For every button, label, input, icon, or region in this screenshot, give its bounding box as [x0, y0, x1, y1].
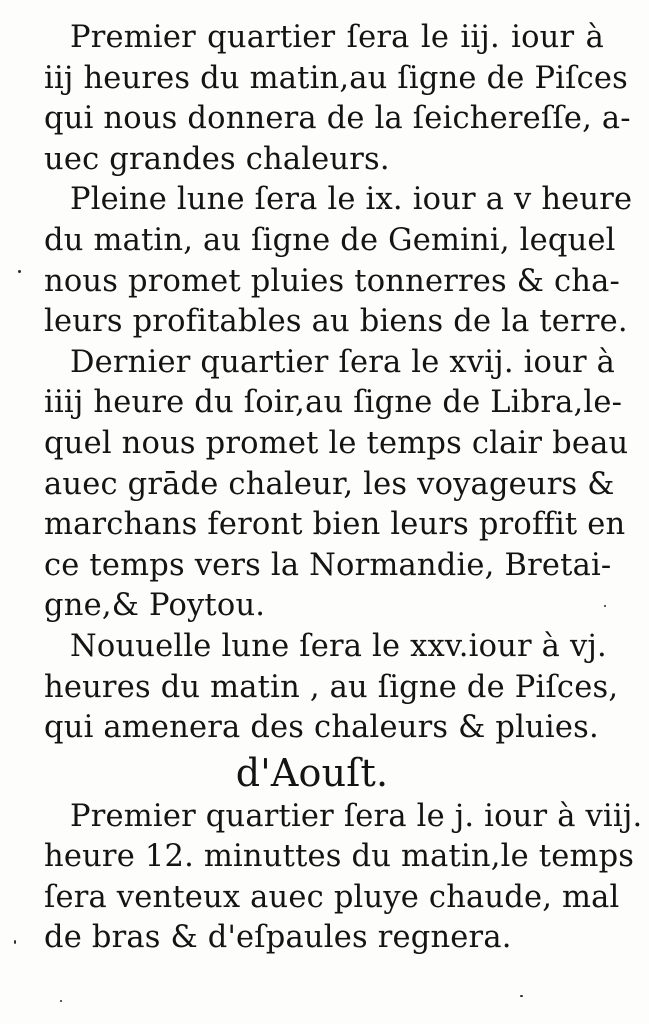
text-line: nous promet pluies tonnerres & cha-: [44, 263, 621, 299]
text-line: leurs profitables au biens de la terre.: [44, 304, 628, 340]
text-line: heures du matin , au ſigne de Piſces,: [44, 669, 619, 705]
ink-speck: [14, 940, 16, 944]
text-line: Pleine lune ſera le ix. iour a v heure: [70, 182, 633, 218]
ink-speck: [60, 1000, 62, 1002]
paragraph-full-moon: [44, 180, 633, 342]
ink-speck: [520, 995, 523, 997]
text-line: quel nous promet le temps clair beau: [44, 425, 629, 461]
text-line: du matin, au ſigne de Gemini, lequel: [44, 222, 616, 258]
paragraph-august-first-quarter: [44, 797, 643, 959]
text-line: Nouuelle lune ſera le xxv.iour à vj.: [70, 628, 607, 664]
ink-speck: [604, 605, 606, 607]
text-line: qui amenera des chaleurs & pluies.: [44, 710, 599, 746]
text-line: auec grāde chaleur, les voyageurs &: [44, 466, 615, 502]
text-line: Premier quartier ſera le iij. iour à: [70, 20, 604, 55]
paragraph-new-moon: [44, 627, 619, 749]
text-line: iij heures du matin,au ſigne de Piſces: [44, 60, 628, 96]
text-line: ſera venteux auec pluye chaude, mal: [44, 879, 620, 915]
text-line: Premier quartier ſera le j. iour à viij.: [70, 798, 643, 834]
text-line: marchans feront bien leurs proffit en: [44, 507, 626, 543]
text-line: gne,& Poytou.: [44, 588, 266, 624]
text-line: Dernier quartier ſera le xvij. iour à: [70, 344, 616, 380]
text-line: ce temps vers la Normandie, Bretai-: [44, 547, 612, 583]
text-line: heure 12. minuttes du matin,le temps: [44, 839, 635, 875]
month-heading: d'Aouſt.: [235, 750, 389, 795]
text-line: de bras & d'eſpaules regnera.: [44, 920, 512, 956]
text-line: iiij heure du ſoir,au ſigne de Libra,le-: [44, 385, 623, 421]
page-text: [44, 18, 643, 959]
paragraph-first-quarter: [44, 18, 631, 180]
text-line: qui nous donnera de la ſeichereſſe, a-: [44, 101, 631, 137]
paragraph-last-quarter: [44, 343, 629, 627]
text-line: uec grandes chaleurs.: [44, 141, 390, 177]
ink-speck: [18, 270, 21, 273]
